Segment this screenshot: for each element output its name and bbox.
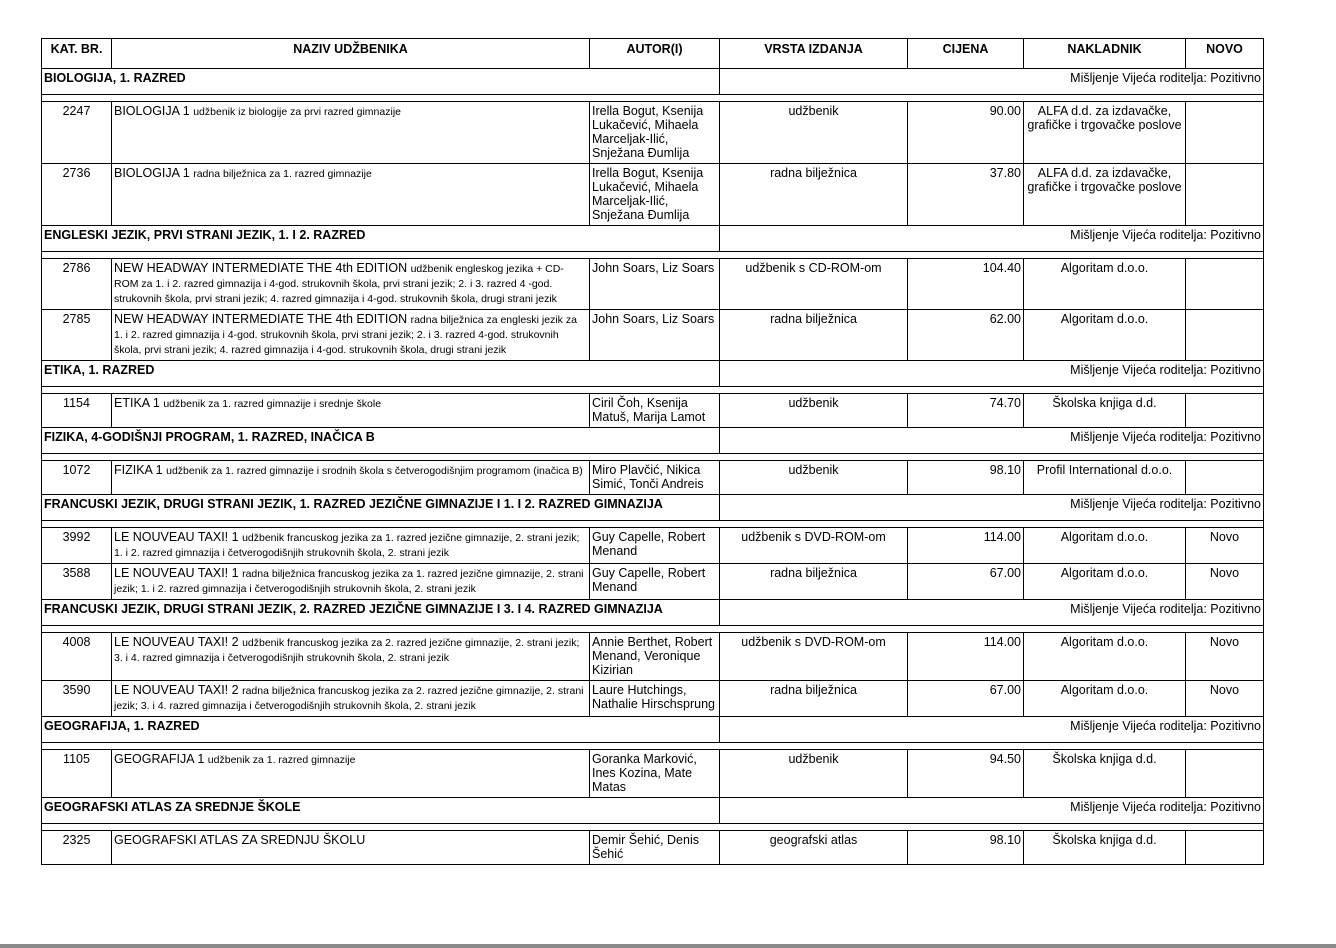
book-description: radna bilježnica za engleski jezik za 1. i 2. razred gimnazija i 4-god. strukovnih škola, prvi strani jezik; 2. i 3. razred 4-god. strukovnih škola, prvi strani jezik; 4. razred gimnazija i 4-god. strukovnih škola, drugi strani jezik (114, 314, 577, 356)
cell-nakladnik: Profil International d.o.o. (1024, 461, 1186, 495)
cell-kat-br: 4008 (42, 633, 112, 681)
cell-nakladnik: ALFA d.d. za izdavačke, grafičke i trgovačke poslove (1024, 164, 1186, 226)
spacer-cell (112, 743, 590, 750)
book-title: LE NOUVEAU TAXI! 1 (114, 530, 239, 544)
section-title: ENGLESKI JEZIK, PRVI STRANI JEZIK, 1. I 2. RAZRED (42, 226, 720, 252)
cell-vrsta: udžbenik s DVD-ROM-om (720, 633, 908, 681)
cell-autori: Laure Hutchings, Nathalie Hirschsprung (590, 681, 720, 717)
cell-nakladnik: Algoritam d.o.o. (1024, 564, 1186, 600)
section-opinion: Mišljenje Vijeća roditelja: Pozitivno (720, 428, 1264, 454)
cell-nakladnik: ALFA d.d. za izdavačke, grafičke i trgovačke poslove (1024, 102, 1186, 164)
cell-cijena: 62.00 (908, 310, 1024, 361)
cell-cijena: 37.80 (908, 164, 1024, 226)
spacer-cell (42, 824, 112, 831)
cell-naziv (112, 259, 590, 310)
cell-nakladnik: Školska knjiga d.d. (1024, 750, 1186, 798)
cell-nakladnik: Algoritam d.o.o. (1024, 633, 1186, 681)
cell-autori: John Soars, Liz Soars (590, 310, 720, 361)
cell-vrsta: radna bilježnica (720, 310, 908, 361)
cell-novo (1186, 164, 1264, 226)
book-title: FIZIKA 1 (114, 463, 163, 477)
book-description: radna bilježnica francuskog jezika za 2. razred jezične gimnazije, 2. strani jezik; 3. i 4. razred gimnazija i četverogodišnjih strukovnih škola, 2. strani jezik (114, 685, 584, 712)
cell-vrsta: udžbenik s CD-ROM-om (720, 259, 908, 310)
section-header-row (42, 600, 1264, 626)
cell-naziv (112, 681, 590, 717)
book-title: GEOGRAFIJA 1 (114, 752, 205, 766)
spacer-cell (112, 454, 590, 461)
spacer-cell (42, 626, 112, 633)
cell-novo (1186, 259, 1264, 310)
cell-naziv (112, 102, 590, 164)
cell-vrsta: udžbenik (720, 394, 908, 428)
section-opinion: Mišljenje Vijeća roditelja: Pozitivno (720, 226, 1264, 252)
section-spacer (42, 252, 1264, 259)
textbook-catalog-table (41, 38, 1264, 865)
table-row (42, 461, 1264, 495)
cell-novo (1186, 310, 1264, 361)
cell-novo (1186, 750, 1264, 798)
cell-cijena: 67.00 (908, 564, 1024, 600)
cell-kat-br: 2736 (42, 164, 112, 226)
book-description: udžbenik za 1. razred gimnazije i srodnih škola s četverogodišnjim programom (inačica B) (166, 465, 583, 477)
spacer-cell (720, 252, 908, 259)
section-title: FRANCUSKI JEZIK, DRUGI STRANI JEZIK, 1. RAZRED JEZIČNE GIMNAZIJE I 1. I 2. RAZRED GIMNAZIJA (42, 495, 720, 521)
book-description: radna bilježnica francuskog jezika za 1. razred jezične gimnazije, 2. strani jezik; 1. i 2. razred gimnazija i četverogodišnjih strukovnih škola, 2. strani jezik (114, 568, 584, 595)
cell-autori: Annie Berthet, Robert Menand, Veronique Kizirian (590, 633, 720, 681)
header-novo: NOVO (1186, 39, 1264, 69)
spacer-cell (590, 824, 720, 831)
cell-novo (1186, 394, 1264, 428)
section-opinion: Mišljenje Vijeća roditelja: Pozitivno (720, 717, 1264, 743)
cell-autori: Miro Plavčić, Nikica Simić, Tonči Andreis (590, 461, 720, 495)
spacer-cell (1186, 454, 1264, 461)
spacer-cell (112, 521, 590, 528)
spacer-cell (590, 626, 720, 633)
spacer-cell (1024, 521, 1186, 528)
cell-naziv (112, 750, 590, 798)
table-row (42, 310, 1264, 361)
section-opinion: Mišljenje Vijeća roditelja: Pozitivno (720, 495, 1264, 521)
spacer-cell (1186, 521, 1264, 528)
spacer-cell (720, 454, 908, 461)
book-title: LE NOUVEAU TAXI! 2 (114, 683, 239, 697)
cell-nakladnik: Algoritam d.o.o. (1024, 681, 1186, 717)
section-header-row (42, 798, 1264, 824)
cell-vrsta: udžbenik (720, 102, 908, 164)
cell-kat-br: 1105 (42, 750, 112, 798)
spacer-cell (908, 252, 1024, 259)
spacer-cell (1186, 387, 1264, 394)
header-cijena: CIJENA (908, 39, 1024, 69)
spacer-cell (908, 626, 1024, 633)
book-description: udžbenik iz biologije za prvi razred gimnazije (193, 106, 401, 118)
spacer-cell (42, 95, 112, 102)
cell-autori: Irella Bogut, Ksenija Lukačević, Mihaela Marceljak-Ilić, Snježana Đumlija (590, 164, 720, 226)
cell-naziv (112, 164, 590, 226)
spacer-cell (42, 454, 112, 461)
cell-naziv (112, 831, 590, 865)
section-spacer (42, 387, 1264, 394)
spacer-cell (720, 95, 908, 102)
section-spacer (42, 454, 1264, 461)
header-row (42, 39, 1264, 69)
spacer-cell (1024, 454, 1186, 461)
spacer-cell (590, 521, 720, 528)
cell-kat-br: 1154 (42, 394, 112, 428)
spacer-cell (1024, 626, 1186, 633)
spacer-cell (42, 387, 112, 394)
book-title: NEW HEADWAY INTERMEDIATE THE 4th EDITION (114, 261, 408, 275)
spacer-cell (1186, 824, 1264, 831)
spacer-cell (1024, 95, 1186, 102)
cell-naziv (112, 394, 590, 428)
cell-nakladnik: Algoritam d.o.o. (1024, 528, 1186, 564)
cell-vrsta: udžbenik s DVD-ROM-om (720, 528, 908, 564)
section-title: BIOLOGIJA, 1. RAZRED (42, 69, 720, 95)
spacer-cell (1024, 743, 1186, 750)
cell-cijena: 67.00 (908, 681, 1024, 717)
table-row (42, 259, 1264, 310)
cell-vrsta: udžbenik (720, 750, 908, 798)
table-row (42, 394, 1264, 428)
book-title: NEW HEADWAY INTERMEDIATE THE 4th EDITION (114, 312, 408, 326)
cell-vrsta: geografski atlas (720, 831, 908, 865)
book-description: udžbenik za 1. razred gimnazije i srednje škole (163, 398, 382, 410)
spacer-cell (1186, 743, 1264, 750)
book-title: ETIKA 1 (114, 396, 160, 410)
table-row (42, 102, 1264, 164)
section-opinion: Mišljenje Vijeća roditelja: Pozitivno (720, 798, 1264, 824)
header-kat-br: KAT. BR. (42, 39, 112, 69)
cell-novo: Novo (1186, 564, 1264, 600)
spacer-cell (590, 454, 720, 461)
spacer-cell (112, 626, 590, 633)
spacer-cell (112, 387, 590, 394)
cell-cijena: 98.10 (908, 831, 1024, 865)
cell-autori: John Soars, Liz Soars (590, 259, 720, 310)
cell-kat-br: 1072 (42, 461, 112, 495)
spacer-cell (42, 521, 112, 528)
cell-autori: Goranka Marković, Ines Kozina, Mate Matas (590, 750, 720, 798)
section-title: FRANCUSKI JEZIK, DRUGI STRANI JEZIK, 2. RAZRED JEZIČNE GIMNAZIJE I 3. I 4. RAZRED GIMNAZIJA (42, 600, 720, 626)
section-spacer (42, 95, 1264, 102)
spacer-cell (908, 387, 1024, 394)
cell-autori: Ciril Čoh, Ksenija Matuš, Marija Lamot (590, 394, 720, 428)
spacer-cell (908, 95, 1024, 102)
table-row (42, 633, 1264, 681)
cell-novo (1186, 461, 1264, 495)
book-description: udžbenik za 1. razred gimnazije (207, 754, 356, 766)
cell-cijena: 98.10 (908, 461, 1024, 495)
section-opinion: Mišljenje Vijeća roditelja: Pozitivno (720, 361, 1264, 387)
cell-kat-br: 3590 (42, 681, 112, 717)
cell-autori: Demir Šehić, Denis Šehić (590, 831, 720, 865)
spacer-cell (112, 824, 590, 831)
section-opinion: Mišljenje Vijeća roditelja: Pozitivno (720, 600, 1264, 626)
spacer-cell (720, 626, 908, 633)
spacer-cell (590, 252, 720, 259)
spacer-cell (590, 95, 720, 102)
table-row (42, 831, 1264, 865)
spacer-cell (908, 743, 1024, 750)
cell-kat-br: 2786 (42, 259, 112, 310)
header-nakladnik: NAKLADNIK (1024, 39, 1186, 69)
cell-naziv (112, 310, 590, 361)
spacer-cell (908, 454, 1024, 461)
section-title: GEOGRAFIJA, 1. RAZRED (42, 717, 720, 743)
spacer-cell (908, 521, 1024, 528)
book-description: radna bilježnica za 1. razred gimnazije (193, 168, 372, 180)
cell-cijena: 94.50 (908, 750, 1024, 798)
section-title: GEOGRAFSKI ATLAS ZA SREDNJE ŠKOLE (42, 798, 720, 824)
spacer-cell (720, 824, 908, 831)
book-description: udžbenik francuskog jezika za 1. razred jezične gimnazije, 2. strani jezik; 1. i 2. razred gimnazija i četverogodišnjih strukovnih škola, 2. strani jezik (114, 532, 580, 559)
spacer-cell (42, 743, 112, 750)
cell-novo: Novo (1186, 633, 1264, 681)
book-title: BIOLOGIJA 1 (114, 166, 190, 180)
book-description: udžbenik engleskog jezika + CD-ROM za 1. i 2. razred gimnazija i 4-god. strukovnih škola, prvi strani jezik; 2. i 3. razred 4 -god. strukovnih škola, prvi strani jezik; 4. razred gimnazija i 4-god. strukovnih škola, drugi strani jezik (114, 263, 564, 305)
table-row (42, 528, 1264, 564)
cell-vrsta: radna bilježnica (720, 564, 908, 600)
cell-kat-br: 2785 (42, 310, 112, 361)
section-spacer (42, 626, 1264, 633)
section-spacer (42, 521, 1264, 528)
cell-vrsta: udžbenik (720, 461, 908, 495)
book-title: LE NOUVEAU TAXI! 1 (114, 566, 239, 580)
cell-novo: Novo (1186, 681, 1264, 717)
table-row (42, 681, 1264, 717)
spacer-cell (1024, 387, 1186, 394)
spacer-cell (112, 252, 590, 259)
cell-novo: Novo (1186, 528, 1264, 564)
cell-cijena: 90.00 (908, 102, 1024, 164)
spacer-cell (42, 252, 112, 259)
cell-autori: Guy Capelle, Robert Menand (590, 528, 720, 564)
table-row (42, 750, 1264, 798)
spacer-cell (1186, 252, 1264, 259)
section-title: FIZIKA, 4-GODIŠNJI PROGRAM, 1. RAZRED, INAČICA B (42, 428, 720, 454)
section-spacer (42, 743, 1264, 750)
cell-vrsta: radna bilježnica (720, 164, 908, 226)
section-header-row (42, 69, 1264, 95)
header-naziv: NAZIV UDŽBENIKA (112, 39, 590, 69)
page-bottom-border (0, 944, 1336, 948)
section-opinion: Mišljenje Vijeća roditelja: Pozitivno (720, 69, 1264, 95)
cell-cijena: 74.70 (908, 394, 1024, 428)
spacer-cell (720, 387, 908, 394)
spacer-cell (112, 95, 590, 102)
cell-nakladnik: Algoritam d.o.o. (1024, 310, 1186, 361)
cell-kat-br: 3588 (42, 564, 112, 600)
book-title: BIOLOGIJA 1 (114, 104, 190, 118)
cell-cijena: 114.00 (908, 528, 1024, 564)
spacer-cell (720, 743, 908, 750)
cell-novo (1186, 102, 1264, 164)
cell-kat-br: 2325 (42, 831, 112, 865)
cell-cijena: 104.40 (908, 259, 1024, 310)
spacer-cell (720, 521, 908, 528)
section-header-row (42, 495, 1264, 521)
section-header-row (42, 361, 1264, 387)
cell-naziv (112, 564, 590, 600)
cell-nakladnik: Školska knjiga d.d. (1024, 831, 1186, 865)
cell-vrsta: radna bilježnica (720, 681, 908, 717)
section-header-row (42, 428, 1264, 454)
cell-naziv (112, 461, 590, 495)
cell-novo (1186, 831, 1264, 865)
table-row (42, 164, 1264, 226)
cell-nakladnik: Školska knjiga d.d. (1024, 394, 1186, 428)
section-header-row (42, 226, 1264, 252)
spacer-cell (1186, 626, 1264, 633)
book-description: udžbenik francuskog jezika za 2. razred jezične gimnazije, 2. strani jezik; 3. i 4. razred gimnazija i četverogodišnjih strukovnih škola, 2. strani jezik (114, 637, 580, 664)
cell-nakladnik: Algoritam d.o.o. (1024, 259, 1186, 310)
section-header-row (42, 717, 1264, 743)
cell-naziv (112, 633, 590, 681)
cell-cijena: 114.00 (908, 633, 1024, 681)
cell-naziv (112, 528, 590, 564)
cell-kat-br: 2247 (42, 102, 112, 164)
book-title: GEOGRAFSKI ATLAS ZA SREDNJU ŠKOLU (114, 833, 366, 847)
section-spacer (42, 824, 1264, 831)
cell-kat-br: 3992 (42, 528, 112, 564)
cell-autori: Guy Capelle, Robert Menand (590, 564, 720, 600)
spacer-cell (1024, 252, 1186, 259)
book-title: LE NOUVEAU TAXI! 2 (114, 635, 239, 649)
cell-autori: Irella Bogut, Ksenija Lukačević, Mihaela Marceljak-Ilić, Snježana Đumlija (590, 102, 720, 164)
spacer-cell (590, 743, 720, 750)
section-title: ETIKA, 1. RAZRED (42, 361, 720, 387)
catalog-body (42, 69, 1264, 865)
header-autori: AUTOR(I) (590, 39, 720, 69)
spacer-cell (590, 387, 720, 394)
spacer-cell (1186, 95, 1264, 102)
spacer-cell (908, 824, 1024, 831)
header-vrsta: VRSTA IZDANJA (720, 39, 908, 69)
table-row (42, 564, 1264, 600)
spacer-cell (1024, 824, 1186, 831)
